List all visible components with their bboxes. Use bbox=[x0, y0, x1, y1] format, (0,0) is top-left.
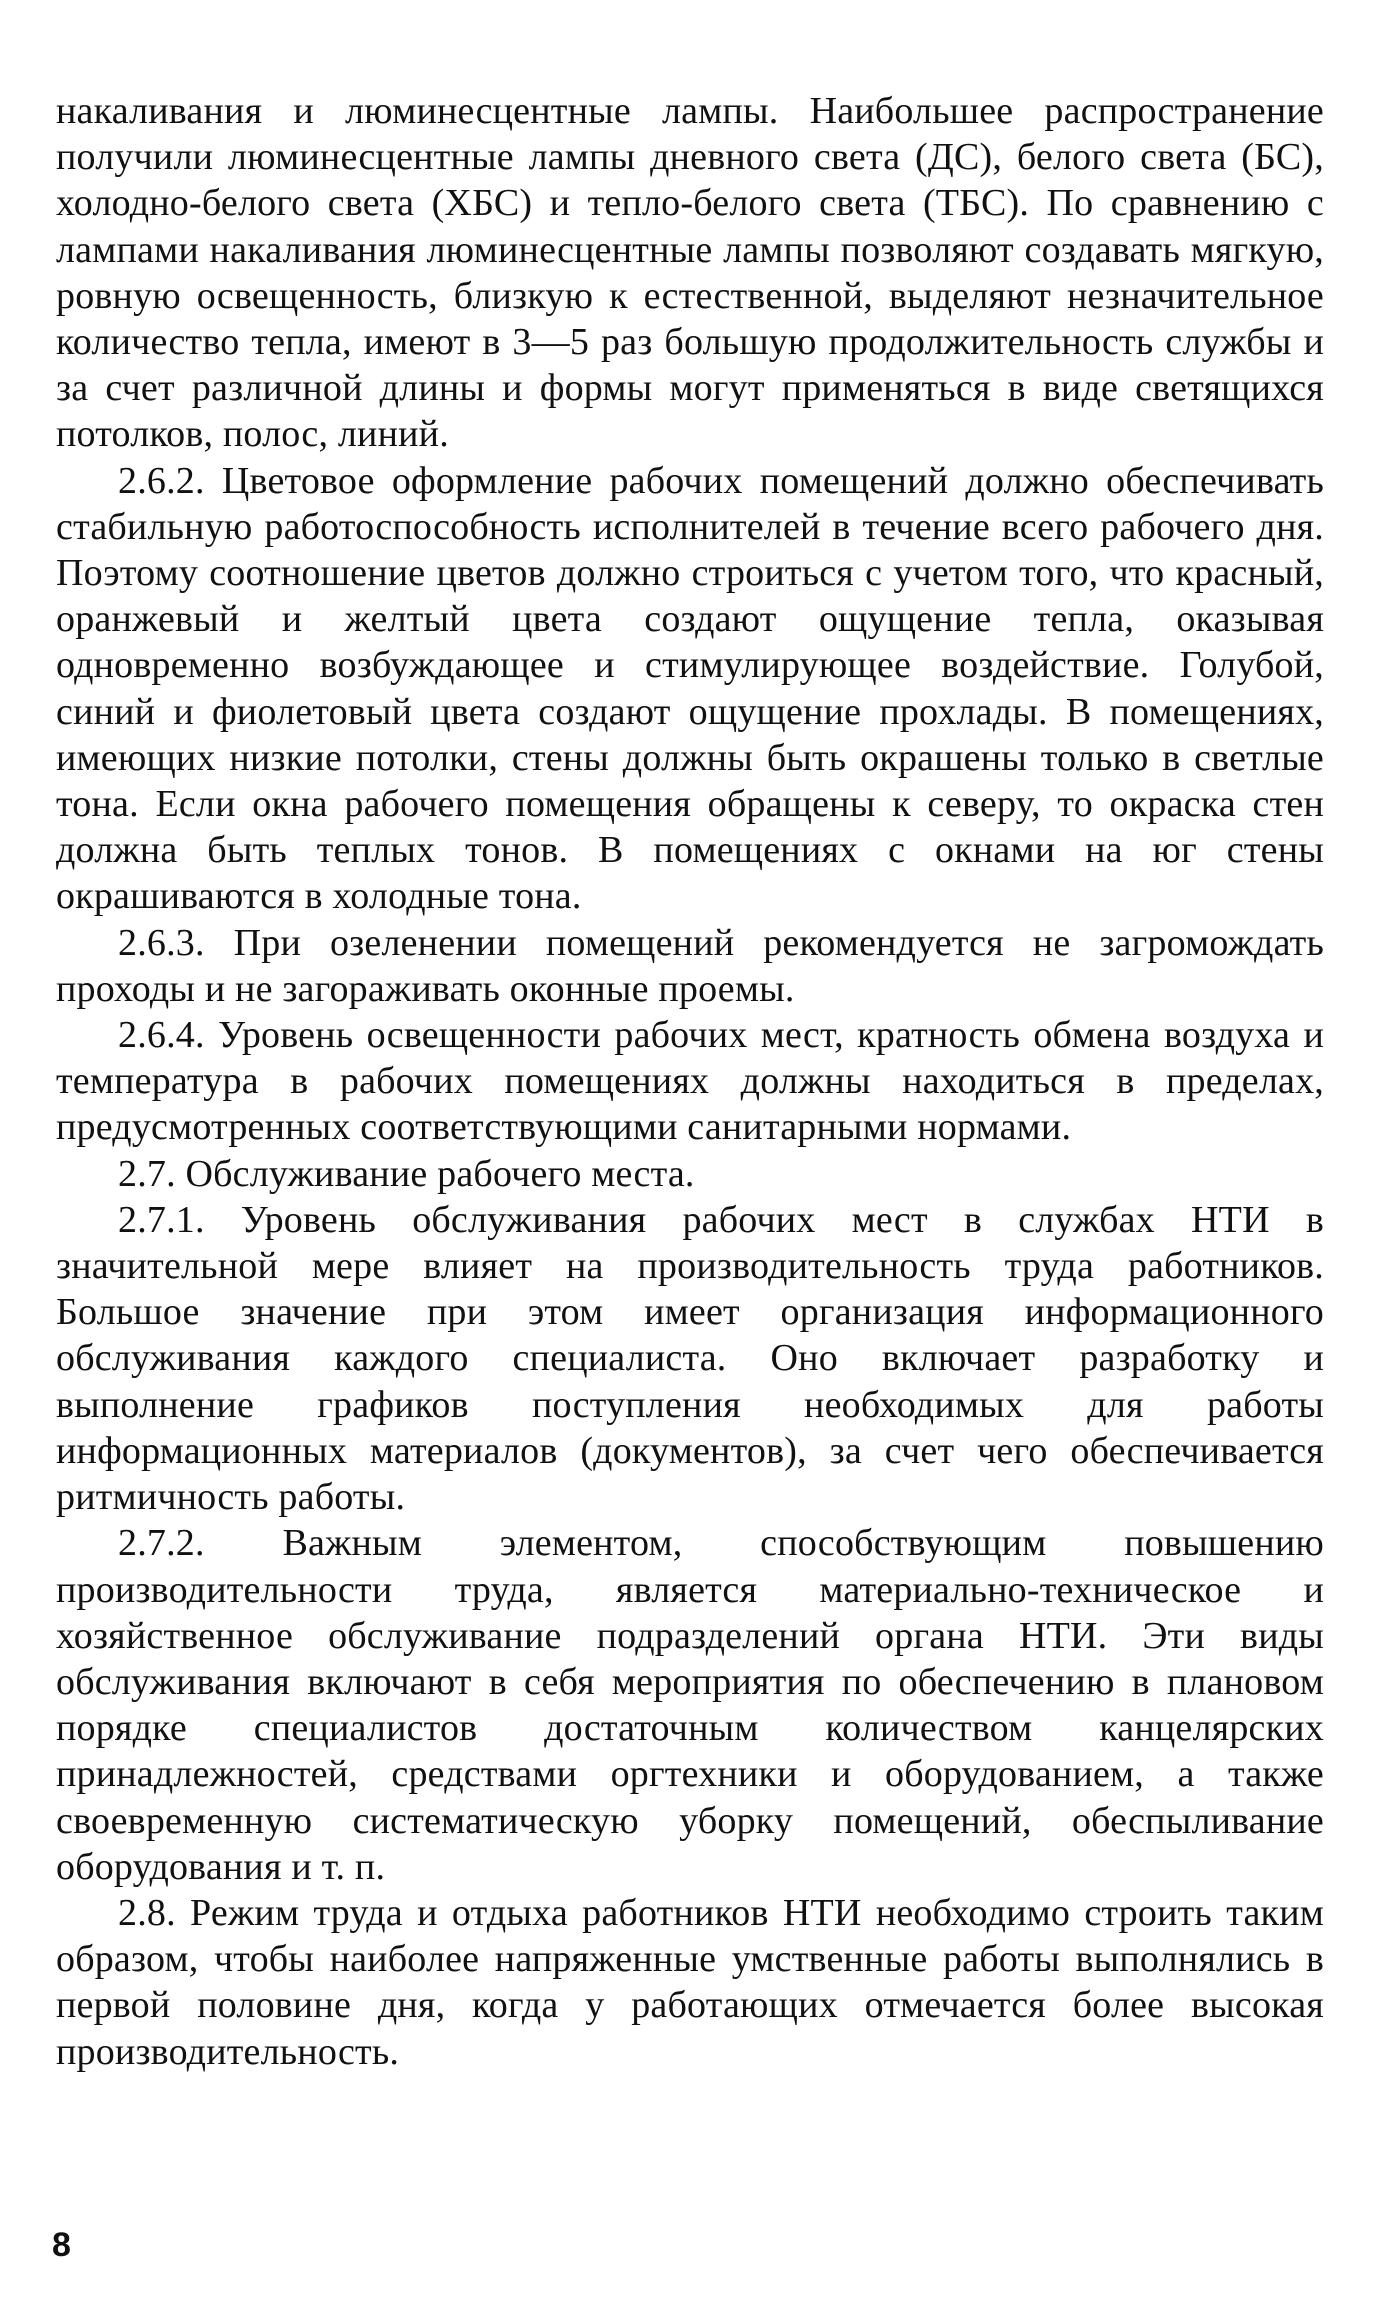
paragraph-2-6-4-lighting-levels: 2.6.4. Уровень освещенности рабочих мест, кратность обмена воздуха и температура в рабочих помещениях должны находиться в пределах, предусмотренных соответствующими санитарными нормами. bbox=[56, 1014, 1324, 1149]
paragraph-2-7-1-service-level: 2.7.1. Уровень обслуживания рабочих мест в службах НТИ в значительной мере влияет на производительность труда работников. Большое значение при этом имеет организация информационного обслуживания каждого специалиста. Оно включает разработку и выполнение графиков поступления необходимых для работы информационных материалов (документов), за счет чего обеспечивается ритмичность работы. bbox=[56, 1198, 1324, 1519]
paragraph-2-7-2-material-service: 2.7.2. Важным элементом, способствующим повышению производительности труда, является материально-техническое и хозяйственное обслуживание подразделений органа НТИ. Эти виды обслуживания включают в себя мероприятия по обеспечению в плановом порядке специалистов достаточным количеством канцелярских принадлежностей, средствами оргтехники и оборудованием, а также своевременную систематическую уборку помещений, обеспыливание оборудования и т. п. bbox=[56, 1522, 1324, 1888]
paragraph-2-6-3-greening: 2.6.3. При озеленении помещений рекомендуется не загромождать проходы и не загораживать оконные проемы. bbox=[56, 921, 1324, 1010]
paragraph-2-8-work-rest-regime: 2.8. Режим труда и отдыха работников НТИ необходимо строить таким образом, чтобы наиболее напряженные умственные работы выполнялись в первой половине дня, когда у работающих отмечается более высокая производительность. bbox=[56, 1891, 1324, 2073]
page-number: 8 bbox=[52, 2226, 71, 2264]
paragraph-2-6-2-color-design: 2.6.2. Цветовое оформление рабочих помещений должно обеспечивать стабильную работоспособность исполнителей в течение всего рабочего дня. Поэтому соотношение цветов должно строиться с учетом того, что красный, оранжевый и желтый цвета создают ощущение тепла, оказывая одновременно возбуждающее и стимулирующее воздействие. Голубой, синий и фиолетовый цвета создают ощущение прохлады. В помещениях, имеющих низкие потолки, стены должны быть окрашены только в светлые тона. Если окна рабочего помещения обращены к северу, то окраска стен должна быть теплых тонов. В помещениях с окнами на юг стены окрашиваются в холодные тона. bbox=[56, 459, 1324, 918]
paragraph-lighting-continued: накаливания и люминесцентные лампы. Наибольшее распространение получили люминесцентные лампы дневного света (ДС), белого света (БС), холодно-белого света (ХБС) и тепло-белого света (ТБС). По сравнению с лампами накаливания люминесцентные лампы позволяют создавать мягкую, ровную освещенность, близкую к естественной, выделяют незначительное количество тепла, имеют в 3—5 раз большую продолжительность службы и за счет различной длины и формы могут применяться в виде светящихся потолков, полос, линий. bbox=[56, 90, 1324, 456]
section-heading-2-7-workplace-service: 2.7. Обслуживание рабочего места. bbox=[118, 1152, 695, 1195]
body-text bbox=[56, 88, 1324, 2075]
